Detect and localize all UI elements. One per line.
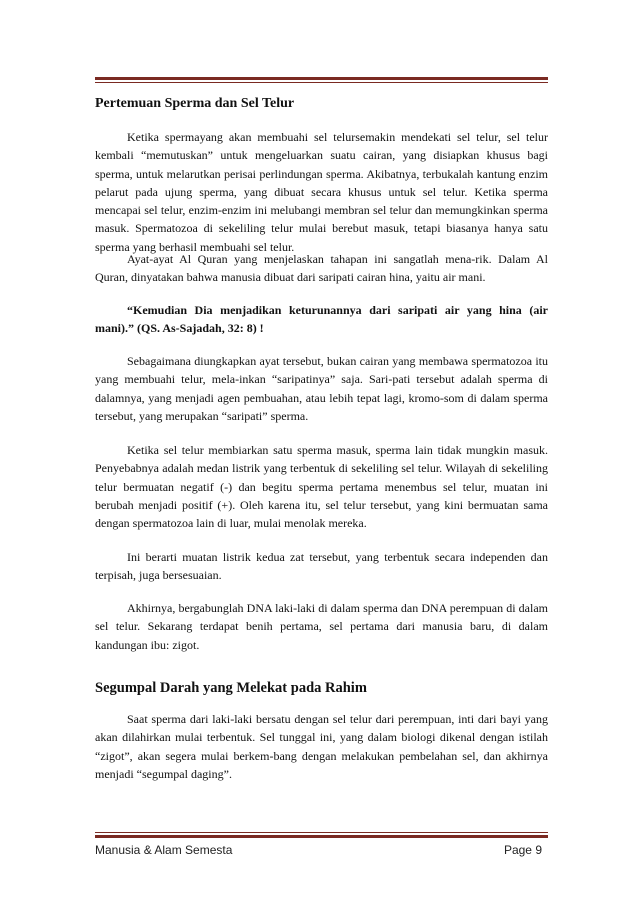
paragraph: Ketika sel telur membiarkan satu sperma masuk, sperma lain tidak mungkin masuk. Penyebabnya adalah medan listrik yang terbentuk di sekeliling sel telur. Wilayah di sekeliling telur bermuatan negatif (-) dan begitu sperma pertama menembus sel telur, muatan ini berubah menjadi positif (+). Oleh karena itu, sel telur tersebut, yang kini bermuatan sama dengan spermatozoa lain di luar, mulai menolak mereka. — [95, 443, 548, 531]
footer-title: Manusia & Alam Semesta — [95, 843, 233, 857]
header-rule-thick — [95, 77, 548, 80]
section-heading-segumpal: Segumpal Darah yang Melekat pada Rahim — [95, 680, 367, 696]
paragraph: Ketika spermayang akan membuahi sel telursemakin mendekati sel telur, sel telur kembali “memutuskan” untuk mengeluarkan suatu cairan, yang disiapkan khusus bagi sperma, untuk melarutkan perisai perlindungan sperma. Akibatnya, terbukalah kantung enzim pelarut pada ujung sperma, yang dibuat secara khusus untuk sel telur. Ketika sperma mencapai sel telur, enzim-enzim ini melubangi membran sel telur dan memungkinkan sperma masuk. Spermatozoa di sekeliling telur mulai berebut masuk, tetapi biasanya hanya satu sperma yang berhasil membuahi sel telur. — [95, 130, 548, 254]
paragraph: Saat sperma dari laki-laki bersatu dengan sel telur dari perempuan, inti dari bayi yang akan dilahirkan mulai terbentuk. Sel tunggal ini, yang dalam biologi dikenal dengan istilah “zigot”, akan segera mulai berkem-bang dengan melakukan pembelahan sel, dan akhirnya menjadi “segumpal daging”. — [95, 712, 548, 781]
header-rule-thin — [95, 82, 548, 83]
paragraph: Akhirnya, bergabunglah DNA laki-laki di dalam sperma dan DNA perempuan di dalam sel telur. Sekarang terdapat benih pertama, sel pertama dari manusia baru, di dalam kandungan ibu: zigot. — [95, 601, 548, 652]
section-heading-pertemuan: Pertemuan Sperma dan Sel Telur — [95, 96, 295, 111]
quran-quote: “Kemudian Dia menjadikan keturunannya dari saripati air yang hina (air mani).” (QS. As-Sajadah, 32: 8) ! — [95, 303, 548, 336]
footer-rule-thin — [95, 832, 548, 833]
paragraph: Sebagaimana diungkapkan ayat tersebut, bukan cairan yang membawa spermatozoa itu yang membuahi telur, mela-inkan “saripatinya” saja. Sari-pati tersebut adalah sperma di dalamnya, yang menjadi agen pembuahan, atau lebih tepat lagi, kromo-som di dalam sperma tersebut, yang merupakan “saripati” sperma. — [95, 354, 548, 423]
paragraph: Ayat-ayat Al Quran yang menjelaskan tahapan ini sangatlah mena-rik. Dalam Al Quran, dinyatakan bahwa manusia dibuat dari saripati cairan hina, yaitu air mani. — [95, 252, 548, 285]
page-number: Page 9 — [503, 843, 542, 857]
paragraph: Ini berarti muatan listrik kedua zat tersebut, yang terbentuk secara independen dan terpisah, juga bersesuaian. — [95, 550, 548, 583]
footer-rule-thick — [95, 835, 548, 838]
